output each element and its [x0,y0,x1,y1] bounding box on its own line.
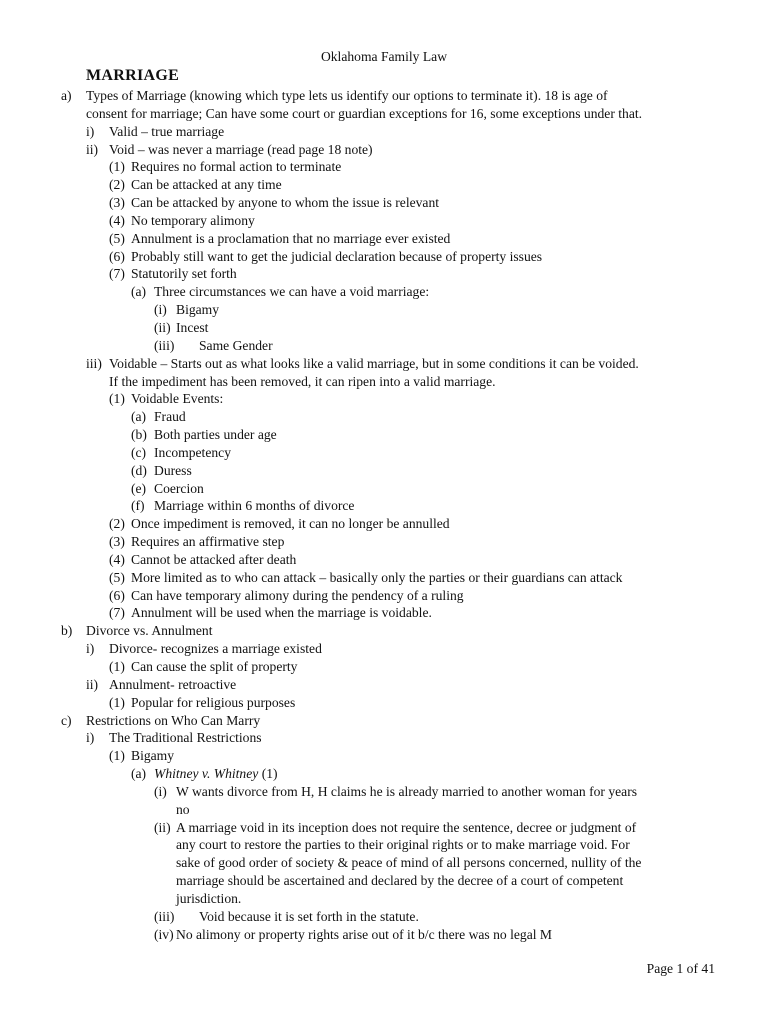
outline-line [0,373,768,391]
line-text: W wants divorce from H, H claims he is already married to another woman for years [176,783,638,799]
line-text: Popular for religious purposes [131,694,296,710]
outline-line [0,319,768,337]
outline-line [0,283,768,301]
line-text: Incest [176,319,209,335]
list-marker: b) [61,623,73,639]
line-text: No temporary alimony [131,212,255,228]
line-text: Both parties under age [154,427,277,443]
line-text: Can have temporary alimony during the pendency of a ruling [131,587,464,603]
outline-line [0,854,768,872]
list-marker: (c) [131,444,147,460]
list-marker: (4) [109,212,125,228]
outline-line [0,729,768,747]
list-marker: (iii) [154,908,175,924]
outline-line [0,765,768,783]
line-text: jurisdiction. [176,890,242,906]
outline-line [0,836,768,854]
line-text: More limited as to who can attack – basically only the parties or their guardians can attack [131,569,623,585]
list-marker: (a) [131,766,147,782]
list-marker: iii) [86,355,102,371]
outline-line [0,355,768,373]
list-marker: (4) [109,551,125,567]
line-text: Cannot be attacked after death [131,551,297,567]
outline-line [0,676,768,694]
page-header: Oklahoma Family Law [320,49,448,64]
list-marker: (e) [131,480,147,496]
list-marker: (3) [109,195,125,211]
list-marker: (3) [109,534,125,550]
list-marker: (ii) [154,819,171,835]
outline-line [0,747,768,765]
list-marker: (b) [131,427,147,443]
line-text: Three circumstances we can have a void marriage: [154,284,430,300]
outline-line [0,265,768,283]
outline-line [0,426,768,444]
list-marker: (1) [109,391,125,407]
line-text: Coercion [154,480,204,496]
line-text: Valid – true marriage [109,123,225,139]
line-text: The Traditional Restrictions [109,730,262,746]
line-text: Can be attacked at any time [131,177,282,193]
list-marker: (d) [131,462,147,478]
outline-line [0,872,768,890]
list-marker: (i) [154,302,167,318]
line-text: Void – was never a marriage (read page 18 note) [109,141,373,157]
outline-line [0,783,768,801]
line-text: no [176,801,190,817]
page-number: Page 1 of 41 [646,961,715,976]
list-marker: (6) [109,248,125,264]
list-marker: (f) [131,498,145,514]
list-marker: (2) [109,516,125,532]
line-text: Voidable Events: [131,391,224,407]
list-marker: (1) [109,694,125,710]
case-name: Whitney v. Whitney [154,766,259,782]
outline-line [0,87,768,105]
outline-line [0,533,768,551]
list-marker: (1) [109,659,125,674]
list-marker: (5) [109,569,125,585]
list-marker: (ii) [154,319,171,335]
outline-line [0,248,768,266]
outline-line [0,694,768,712]
outline-line [0,604,768,622]
outline-line [0,622,768,640]
list-marker: i) [86,730,95,746]
line-text: Requires an affirmative step [131,534,285,550]
list-marker: ii) [86,676,99,692]
line-text: Restrictions on Who Can Marry [86,712,261,728]
line-text: consent for marriage; Can have some court or guardian exceptions for 16, some exceptions under that. [86,105,643,121]
outline-line [0,194,768,212]
outline-line [0,819,768,837]
outline-line [0,176,768,194]
outline-line [0,712,768,730]
line-text: Divorce- recognizes a marriage existed [109,641,322,657]
line-text: A marriage void in its inception does not require the sentence, decree or judgment of [176,819,637,835]
list-marker: i) [86,641,95,657]
list-marker: (a) [131,284,147,300]
outline-line [0,230,768,248]
section-heading: MARRIAGE [86,67,180,84]
outline-line [0,462,768,480]
line-text: any court to restore the parties to their original rights or to make marriage void. For [176,837,630,853]
outline-body [0,87,768,944]
outline-line [0,801,768,819]
list-marker: (2) [109,177,125,193]
outline-line [0,640,768,658]
line-text: Void because it is set forth in the statute. [199,908,419,924]
outline-line [0,408,768,426]
outline-line [0,569,768,587]
list-marker: (5) [109,230,125,246]
list-marker: (7) [109,605,125,621]
outline-line [0,908,768,926]
line-text: Types of Marriage (knowing which type lets us identify our options to terminate it). 18 is age of [86,88,608,103]
line-text: Annulment- retroactive [109,676,237,692]
list-marker: (1) [109,159,125,175]
line-text: sake of good order of society & peace of mind of all persons concerned, nullity of the [176,855,642,871]
outline-line [0,480,768,498]
line-text: Marriage within 6 months of divorce [154,498,355,514]
outline-line [0,337,768,355]
outline-line [0,158,768,176]
outline-line [0,301,768,319]
line-text: Fraud [154,409,186,425]
outline-line [0,658,768,676]
line-text: Annulment is a proclamation that no marriage ever existed [131,230,451,246]
line-text: Annulment will be used when the marriage is voidable. [131,605,432,621]
line-text: Once impediment is removed, it can no longer be annulled [131,516,450,532]
line-text [154,765,278,783]
outline-line [0,390,768,408]
list-marker: a) [61,88,72,103]
outline-line [0,141,768,159]
list-marker: (6) [109,587,125,603]
line-text: Same Gender [199,337,273,353]
outline-line [0,515,768,533]
list-marker: (7) [109,266,125,282]
line-text: Duress [154,462,192,478]
line-text: Bigamy [131,748,175,764]
outline-line [0,212,768,230]
line-text: Voidable – Starts out as what looks like a valid marriage, but in some conditions it can be voided. [109,355,639,371]
outline-line [0,551,768,569]
list-marker: (a) [131,409,147,425]
case-citation: (1) [258,766,278,782]
outline-line [0,497,768,515]
line-text: Divorce vs. Annulment [86,623,213,639]
line-text: Requires no formal action to terminate [131,159,342,175]
line-text: Can be attacked by anyone to whom the issue is relevant [131,195,440,211]
outline-line [0,890,768,908]
list-marker: (1) [109,748,125,764]
list-marker: c) [61,712,72,728]
outline-line [0,926,768,944]
line-text: No alimony or property rights arise out of it b/c there was no legal M [176,926,553,942]
line-text: Statutorily set forth [131,266,237,282]
outline-line [0,587,768,605]
outline-line [0,105,768,123]
line-text: Probably still want to get the judicial declaration because of property issues [131,248,543,264]
list-marker: (i) [154,783,167,799]
line-text: Bigamy [176,302,220,318]
line-text: Can cause the split of property [131,659,298,674]
list-marker: (iv) [154,926,174,942]
outline-line [0,123,768,141]
line-text: Incompetency [154,444,231,460]
line-text: If the impediment has been removed, it can ripen into a valid marriage. [109,373,496,389]
list-marker: ii) [86,141,99,157]
outline-line [0,444,768,462]
list-marker: (iii) [154,337,175,353]
list-marker: i) [86,123,95,139]
line-text: marriage should be ascertained and declared by the decree of a court of competent [176,873,624,889]
